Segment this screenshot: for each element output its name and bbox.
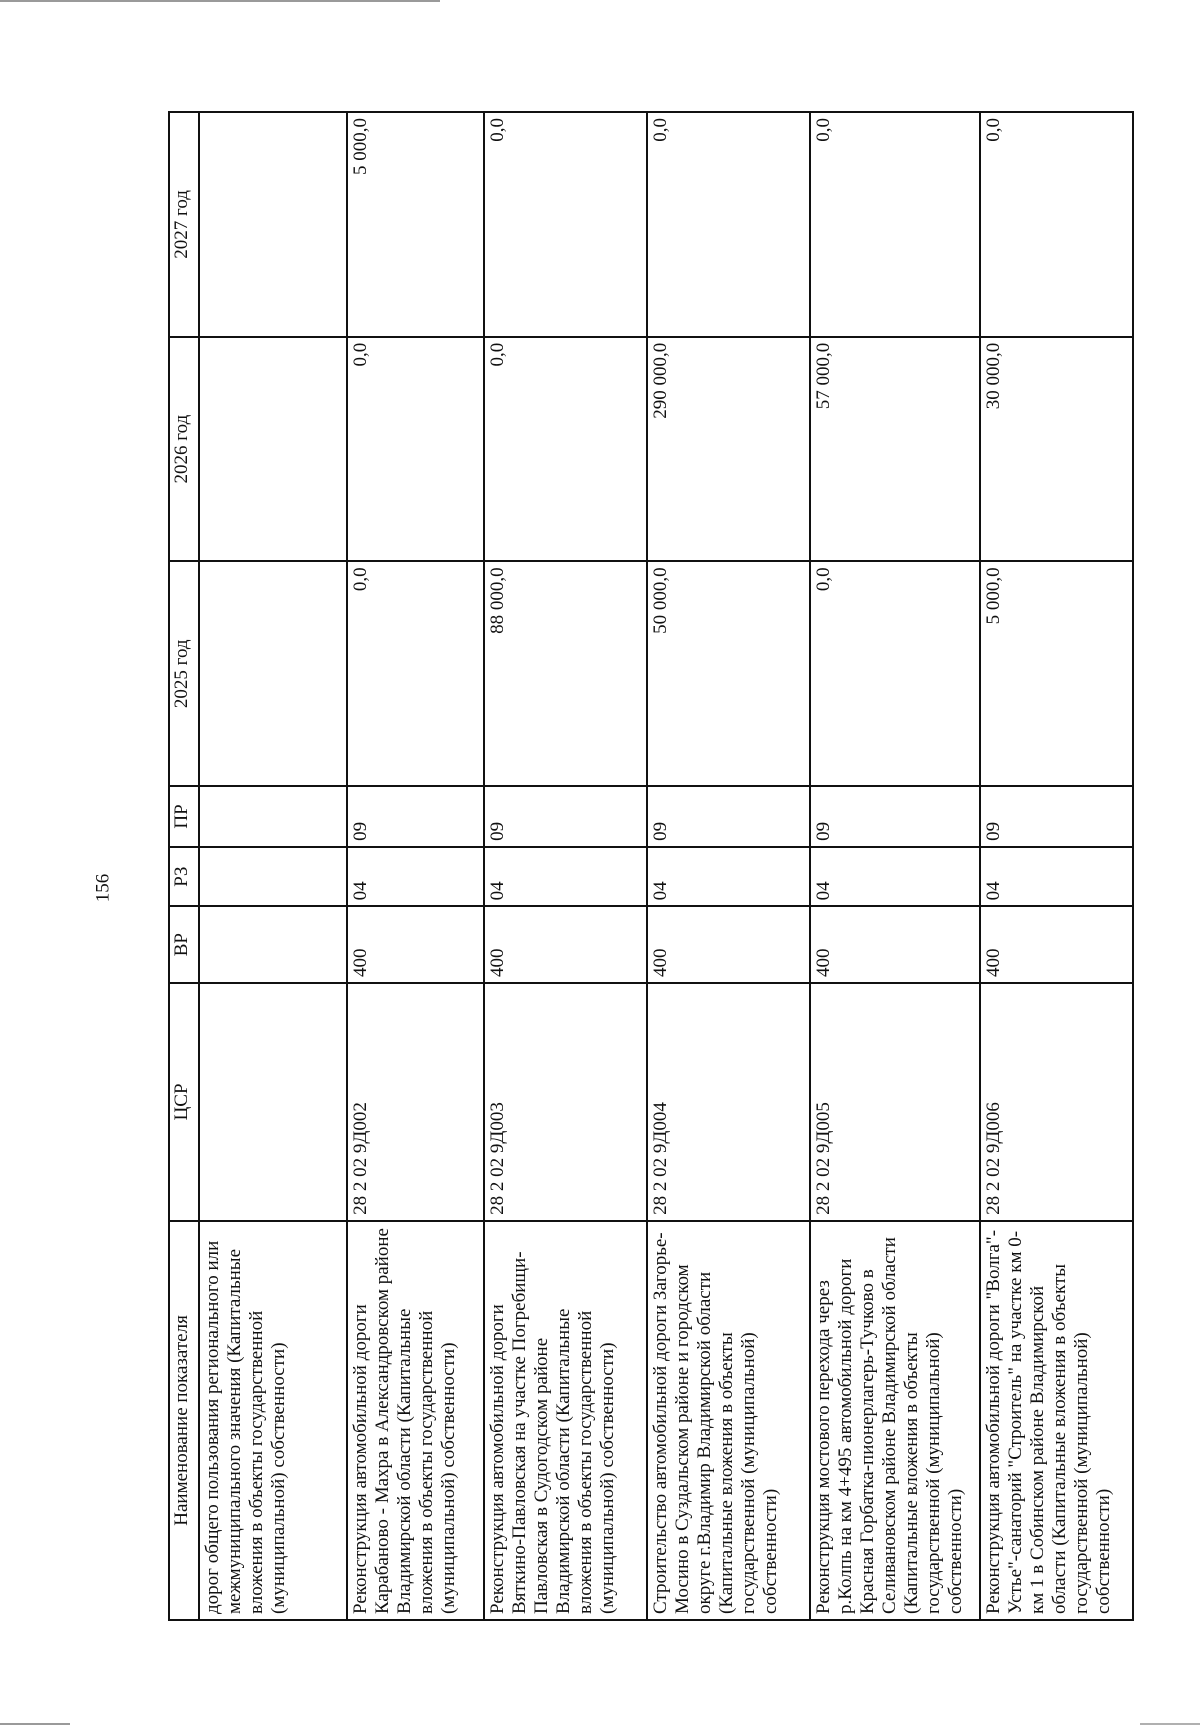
table-header-row (169, 112, 199, 1620)
cell-pr: 09 (347, 786, 484, 847)
cell-vr: 400 (980, 906, 1133, 983)
table-row (199, 112, 347, 1620)
cell-csr: 28 2 02 9Д006 (980, 983, 1133, 1221)
cell-rz: 04 (647, 847, 810, 906)
cell-2027: 0,0 (647, 112, 810, 337)
header-rz: РЗ (169, 847, 199, 906)
cell-2025: 88 000,0 (484, 561, 647, 786)
cell-vr: 400 (347, 906, 484, 983)
budget-table (168, 111, 1134, 1621)
cell-2027: 0,0 (810, 112, 980, 337)
cell-2025: 50 000,0 (647, 561, 810, 786)
cell-vr: 400 (484, 906, 647, 983)
cell-2027 (199, 112, 347, 337)
cell-2026: 290 000,0 (647, 337, 810, 562)
cell-2025 (199, 561, 347, 786)
cell-csr: 28 2 02 9Д005 (810, 983, 980, 1221)
header-pr: ПР (169, 786, 199, 847)
cell-pr: 09 (647, 786, 810, 847)
cell-2025: 0,0 (347, 561, 484, 786)
table-row (484, 112, 647, 1620)
cell-name: Реконструкция мостового перехода через р.Колпь на км 4+495 автомобильной дороги Красная Горбатка-пионерлагерь-Тучково в Селивановском районе Владимирской области (Капитальные вложения в объекты государственной (муниципальной) собственности) (810, 1221, 980, 1620)
cell-csr: 28 2 02 9Д002 (347, 983, 484, 1221)
cell-rz (199, 847, 347, 906)
cell-vr: 400 (647, 906, 810, 983)
header-name: Наименование показателя (169, 1221, 199, 1620)
cell-csr: 28 2 02 9Д003 (484, 983, 647, 1221)
cell-rz: 04 (810, 847, 980, 906)
cell-rz: 04 (980, 847, 1133, 906)
cell-pr (199, 786, 347, 847)
table-row (347, 112, 484, 1620)
cell-2026: 57 000,0 (810, 337, 980, 562)
cell-2026: 30 000,0 (980, 337, 1133, 562)
cell-vr: 400 (810, 906, 980, 983)
cell-2025: 5 000,0 (980, 561, 1133, 786)
cell-name: Реконструкция автомобильной дороги "Волга"-Устье"-санаторий "Строитель" на участке км 0-км 1 в Собинском районе Владимирской области (Капитальные вложения в объекты государственной (муниципальной) собственности) (980, 1221, 1133, 1620)
cell-2027: 0,0 (980, 112, 1133, 337)
cell-pr: 09 (980, 786, 1133, 847)
cell-vr (199, 906, 347, 983)
scan-edge (1140, 1723, 1200, 1725)
rotated-table-container (168, 111, 1128, 1621)
cell-2025: 0,0 (810, 561, 980, 786)
cell-name: Реконструкция автомобильной дороги Карабаново - Махра в Александровском районе Владимирской области (Капитальные вложения в объекты государственной (муниципальной) собственности) (347, 1221, 484, 1620)
cell-rz: 04 (484, 847, 647, 906)
page-number: 156 (92, 873, 113, 903)
cell-csr (199, 983, 347, 1221)
cell-2026 (199, 337, 347, 562)
table-row (647, 112, 810, 1620)
header-2026: 2026 год (169, 337, 199, 562)
header-csr: ЦСР (169, 983, 199, 1221)
cell-rz: 04 (347, 847, 484, 906)
cell-pr: 09 (810, 786, 980, 847)
header-2027: 2027 год (169, 112, 199, 337)
cell-name: дорог общего пользования регионального или межмуниципального значения (Капитальные вложения в объекты государственной (муниципальной) собственности) (199, 1221, 347, 1620)
cell-csr: 28 2 02 9Д004 (647, 983, 810, 1221)
cell-2026: 0,0 (347, 337, 484, 562)
cell-2027: 0,0 (484, 112, 647, 337)
table-row (980, 112, 1133, 1620)
cell-pr: 09 (484, 786, 647, 847)
cell-2026: 0,0 (484, 337, 647, 562)
cell-name: Строительство автомобильной дороги Загорье-Мосино в Суздальском районе и городском округе г.Владимир Владимирской области (Капитальные вложения в объекты государственной (муниципальной) собственности) (647, 1221, 810, 1620)
table-row (810, 112, 980, 1620)
header-2025: 2025 год (169, 561, 199, 786)
scan-edge (0, 1723, 70, 1725)
scan-edge (0, 0, 440, 2)
header-vr: ВР (169, 906, 199, 983)
cell-name: Реконструкция автомобильной дороги Вяткино-Павловская на участке Погребищи-Павловская в Судогодском районе Владимирской области (Капитальные вложения в объекты государственной (муниципальной) собственности) (484, 1221, 647, 1620)
cell-2027: 5 000,0 (347, 112, 484, 337)
